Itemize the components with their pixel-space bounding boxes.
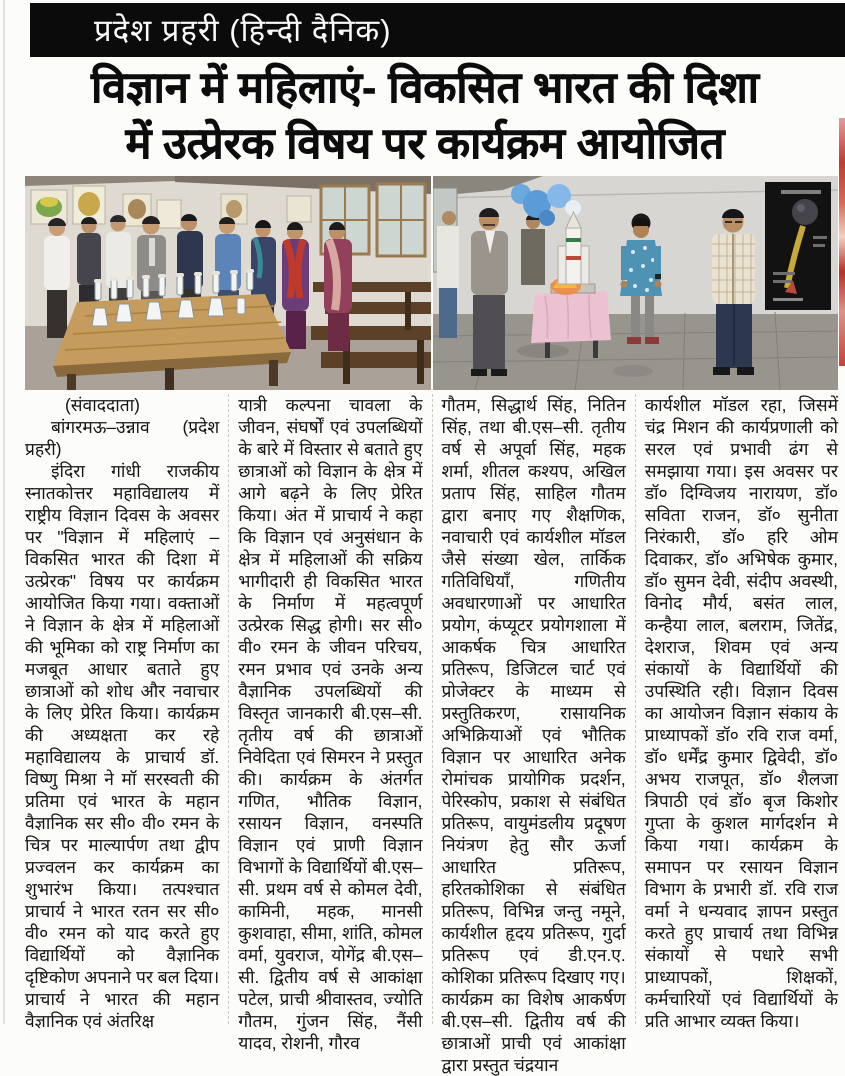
column-2-text: यात्री कल्पना चावला के जीवन, संघर्षों एवं उपलब्धियों के बारे में विस्तार से बताते हुए छात्राओं को विज्ञान के क्षेत्र में आगे बढ़ने के लिए प्रेरित किया। अंत में प्राचार्य ने कहा कि विज्ञान एवं अनुसंधान के क्षेत्र में महिलाओं की सक्रिय भागीदारी ही विकसित भारत के निर्माण में महत्वपूर्ण उत्प्रेरक सिद्ध होगी। सर सी० वी० रमन के जीवन परिचय, रमन प्रभाव एवं उनके अन्य वैज्ञानिक उपलब्धियों की विस्तृत जानकारी बी.एस–सी. तृतीय वर्ष की छात्राओं निवेदिता एवं सिमरन ने प्रस्तुत की। कार्यक्रम के अंतर्गत गणित, भौतिक विज्ञान, रसायन विज्ञान, वनस्पति विज्ञान एवं प्राणी विज्ञान विभागों के विद्यार्थियों बी.एस–सी. प्रथम वर्ष से कोमल देवी, कामिनी, महक, मानसी कुशवाहा, सीमा, शांति, कोमल वर्मा, युवराज, योगेंद्र बी.एस–सी. द्वितीय वर्ष से आकांक्षा पटेल, प्राची श्रीवास्तव, ज्योति गौतम, गुंजन सिंह, नैंसी यादव, रोशनी, गौरव: [238, 395, 423, 1053]
page-edge-line: [3, 0, 5, 1024]
article-body: [25, 394, 838, 1075]
masthead-bar: [30, 3, 845, 57]
article-headline: [25, 60, 825, 176]
article-column-3: [432, 394, 635, 1075]
column-3-text: गौतम, सिद्धार्थ सिंह, नितिन सिंह, तथा बी.एस–सी. तृतीय वर्ष से अपूर्वा सिंह, महक शर्मा, शीतल कश्यप, अखिल प्रताप सिंह, साहिल गौतम द्वारा बनाए गए शैक्षणिक, नवाचारी एवं कार्यशील मॉडल जैसे संख्या खेल, तार्किक गतिविधियाँ, गणितीय अवधारणाओं पर आधारित प्रयोग, कंप्यूटर प्रयोगशाला में आकर्षक चित्र आधारित प्रतिरूप, डिजिटल चार्ट एवं प्रोजेक्टर के माध्यम से प्रस्तुतिकरण, रासायनिक अभिक्रियाओं एवं भौतिक विज्ञान पर आधारित अनेक रोमांचक प्रायोगिक प्रदर्शन, पेरिस्कोप, प्रकाश से संबंधित प्रतिरूप, वायुमंडलीय प्रदूषण नियंत्रण हेतु सौर ऊर्जा आधारित प्रतिरूप, हरितकोशिका से संबंधित प्रतिरूप, विभिन्न जन्तु नमूने, कार्यशील हृदय प्रतिरूप, गुर्दा प्रतिरूप एवं डी.एन.ए. कोशिका प्रतिरूप दिखाए गए। कार्यक्रम का विशेष आकर्षण बी.एस–सी. द्वितीय वर्ष की छात्राओं प्राची एवं आकांक्षा द्वारा प्रस्तुत चंद्रयान: [441, 395, 626, 1075]
right-photo: [433, 176, 838, 390]
left-photo-image: [25, 176, 431, 390]
adjacent-page-strip: [839, 118, 845, 366]
article-column-2: [228, 394, 431, 1053]
byline: (संवाददाता): [65, 395, 140, 415]
article-column-4: [635, 394, 838, 1031]
column-1-text: इंदिरा गांधी राजकीय स्नातकोत्तर महाविद्यालय में राष्ट्रीय विज्ञान दिवस के अवसर पर "विज्ञान में महिलाएं – विकसित भारत की दिशा में उत्प्रेरक" विषय पर कार्यक्रम आयोजित किया गया। वक्ताओं ने विज्ञान के क्षेत्र में महिलाओं की भूमिका को राष्ट्र निर्माण का मजबूत आधार बताते हुए छात्राओं को शोध और नवाचार के लिए प्रेरित किया। कार्यक्रम की अध्यक्षता कर रहे महाविद्यालय के प्राचार्य डॉ. विष्णु मिश्रा ने मॉ सरस्वती की प्रतिमा एवं भारत के महान वैज्ञानिक सर सी० वी० रमन के चित्र पर माल्यार्पण तथा द्वीप प्रज्वलन कर कार्यक्रम का शुभारंभ किया। तत्पश्चात प्राचार्य ने भारत रतन सर सी० वी० रमन को याद करते हुए विद्यार्थियों को वैज्ञानिक दृष्टिकोण अपनाने पर बल दिया। प्राचार्य ने भारत की महान वैज्ञानिक एवं अंतरिक्ष: [25, 461, 220, 1031]
headline-line-2: में उत्प्रेरक विषय पर कार्यक्रम आयोजित: [125, 120, 725, 168]
dateline: बांगरमऊ–उन्नाव (प्रदेश प्रहरी): [25, 417, 220, 459]
left-photo: [25, 176, 431, 390]
newspaper-name: प्रदेश प्रहरी (हिन्दी दैनिक): [94, 13, 392, 48]
column-4-text: कार्यशील मॉडल रहा, जिसमें चंद्र मिशन की कार्यप्रणाली को सरल एवं प्रभावी ढंग से समझाया गया। इस अवसर पर डॉ० दिग्विजय नारायण, डॉ० सविता राजन, डॉ० सुनीता निरंकारी, डॉ० हरि ओम दिवाकर, डॉ० अभिषेक कुमार, डॉ० सुमन देवी, संदीप अवस्थी, विनोद मौर्य, बसंत लाल, कन्हैया लाल, बलराम, जितेंद्र, देशराज, शिवम एवं अन्य संकायों के विद्यार्थियों की उपस्थिति रही। विज्ञान दिवस का आयोजन विज्ञान संकाय के प्राध्यापकों डॉ० रवि राज वर्मा, डॉ० धर्मेंद्र कुमार द्विवेदी, डॉ० अभय राजपूत, डॉ० शैलजा त्रिपाठी एवं डॉ० बृज किशोर गुप्ता के कुशल मार्गदर्शन मे किया गया। कार्यक्रम के समापन पर रसायन विज्ञान विभाग के प्रभारी डॉ. रवि राज वर्मा ने धन्यवाद ज्ञापन प्रस्तुत करते हुए प्राचार्य तथा विभिन्न संकायों से पधारे सभी प्राध्यापकों, शिक्षकों, कर्मचारियों एवं विद्यार्थियों के प्रति आभार व्यक्त किया।: [644, 395, 838, 1031]
right-photo-image: [433, 176, 838, 390]
headline-line-1: विज्ञान में महिलाएं- विकसित भारत की दिशा: [91, 64, 759, 112]
article-column-1: [25, 394, 228, 1031]
photo-row: [25, 176, 838, 390]
